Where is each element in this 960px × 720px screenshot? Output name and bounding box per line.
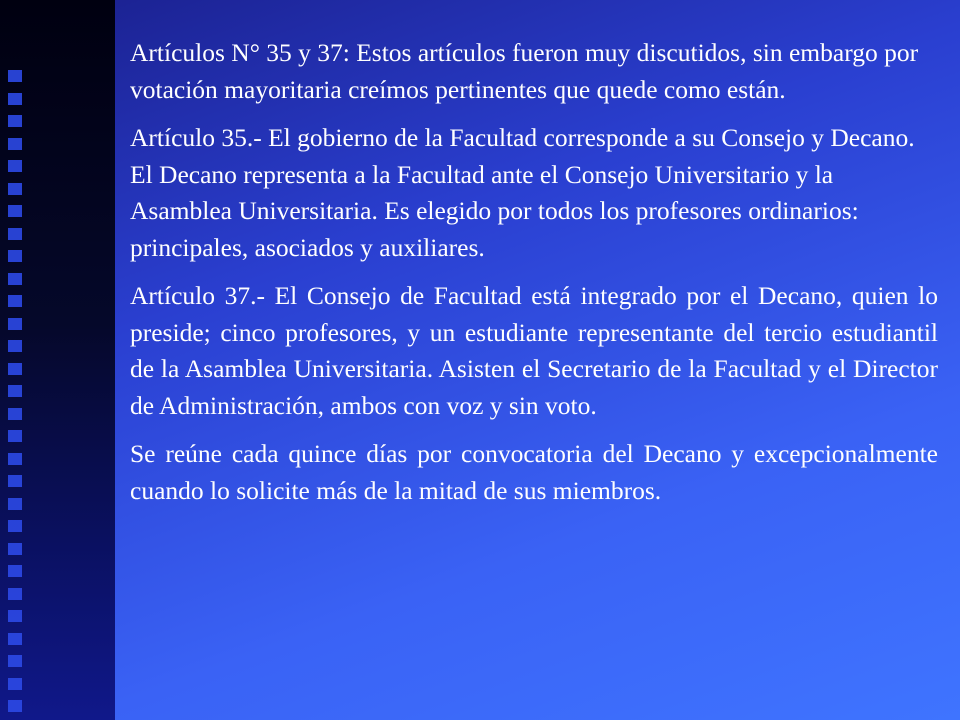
- decorative-square: [8, 700, 22, 712]
- decorative-square: [8, 633, 22, 645]
- decorative-square: [8, 340, 22, 352]
- decorative-square: [8, 475, 22, 487]
- paragraph-meeting: Se reúne cada quince días por convocatoria del Decano y excepcionalmente cuando lo solicite más de la mitad de sus miembros.: [130, 439, 938, 505]
- paragraph-intro: Artículos N° 35 y 37: Estos artículos fueron muy discutidos, sin embargo por votación mayoritaria creímos pertinentes que quede como están.: [130, 38, 919, 104]
- decorative-square: [8, 228, 22, 240]
- decorative-square: [8, 115, 22, 127]
- decorative-square: [8, 138, 22, 150]
- decorative-square: [8, 498, 22, 510]
- decorative-square: [8, 453, 22, 465]
- decorative-square-column: [8, 0, 24, 720]
- decorative-square: [8, 183, 22, 195]
- slide-body: [130, 35, 938, 521]
- decorative-square: [8, 318, 22, 330]
- decorative-square: [8, 678, 22, 690]
- decorative-square: [8, 250, 22, 262]
- left-decorative-strip: [0, 0, 115, 720]
- decorative-square: [8, 385, 22, 397]
- decorative-square: [8, 543, 22, 555]
- decorative-square: [8, 160, 22, 172]
- decorative-square: [8, 70, 22, 82]
- decorative-square: [8, 610, 22, 622]
- decorative-square: [8, 408, 22, 420]
- decorative-square: [8, 93, 22, 105]
- decorative-square: [8, 655, 22, 667]
- decorative-square: [8, 205, 22, 217]
- decorative-square: [8, 273, 22, 285]
- decorative-square: [8, 565, 22, 577]
- decorative-square: [8, 430, 22, 442]
- decorative-square: [8, 520, 22, 532]
- decorative-square: [8, 295, 22, 307]
- decorative-square: [8, 363, 22, 375]
- paragraph-article-35: Artículo 35.- El gobierno de la Facultad corresponde a su Consejo y Decano. El Decano representa a la Facultad ante el Consejo Universitario y la Asamblea Universitaria. Es elegido por todos los profesores ordinarios: principales, asociados y auxiliares.: [130, 123, 915, 262]
- decorative-square: [8, 588, 22, 600]
- paragraph-article-37: Artículo 37.- El Consejo de Facultad está integrado por el Decano, quien lo preside; cinco profesores, y un estudiante representante del tercio estudiantil de la Asamblea Universitaria. Asisten el Secretario de la Facultad y el Director de Administración, ambos con voz y sin voto.: [130, 281, 938, 420]
